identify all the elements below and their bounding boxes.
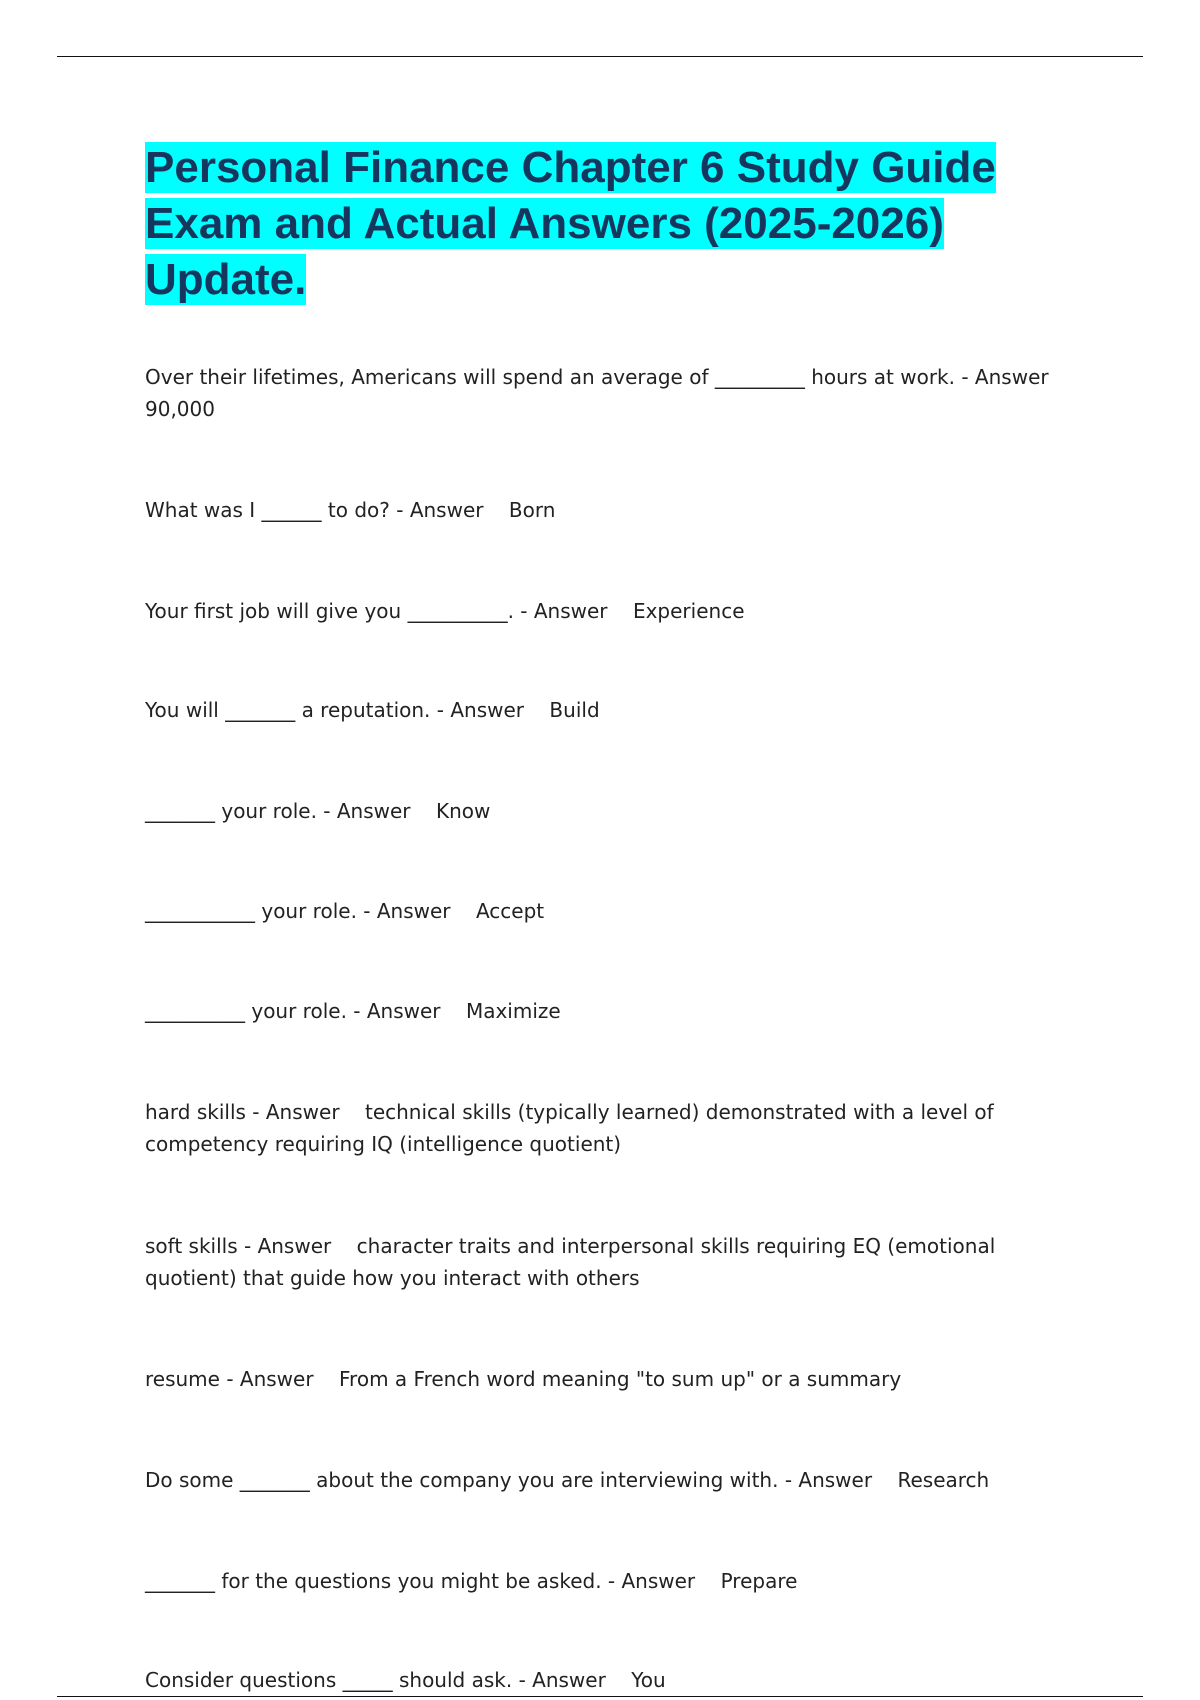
qa-item: Your first job will give you __________. - Answer Experience: [145, 599, 745, 623]
footer-rule: [57, 1696, 1143, 1697]
document-title: [145, 140, 1085, 308]
qa-item: Over their lifetimes, Americans will spend an average of _________ hours at work. - Answer 90,000: [145, 365, 1055, 421]
qa-item: __________ your role. - Answer Maximize: [145, 999, 561, 1023]
qa-item: resume - Answer From a French word meaning "to sum up" or a summary: [145, 1367, 902, 1391]
qa-item: Consider questions _____ should ask. - Answer You: [145, 1668, 666, 1692]
header-rule: [57, 56, 1143, 57]
qa-item: soft skills - Answer character traits and interpersonal skills requiring EQ (emotional quotient) that guide how you interact with others: [145, 1234, 1002, 1290]
qa-item: You will _______ a reputation. - Answer Build: [145, 698, 600, 722]
title-highlight: Personal Finance Chapter 6 Study Guide Exam and Actual Answers (2025-2026) Update.: [145, 143, 996, 304]
qa-item: What was I ______ to do? - Answer Born: [145, 498, 556, 522]
qa-item: _______ your role. - Answer Know: [145, 799, 491, 823]
qa-item: _______ for the questions you might be asked. - Answer Prepare: [145, 1569, 798, 1593]
qa-item: ___________ your role. - Answer Accept: [145, 899, 545, 923]
qa-item: Do some _______ about the company you are interviewing with. - Answer Research: [145, 1468, 990, 1492]
qa-item: hard skills - Answer technical skills (typically learned) demonstrated with a level of competency requiring IQ (intelligence quotient): [145, 1100, 1001, 1156]
